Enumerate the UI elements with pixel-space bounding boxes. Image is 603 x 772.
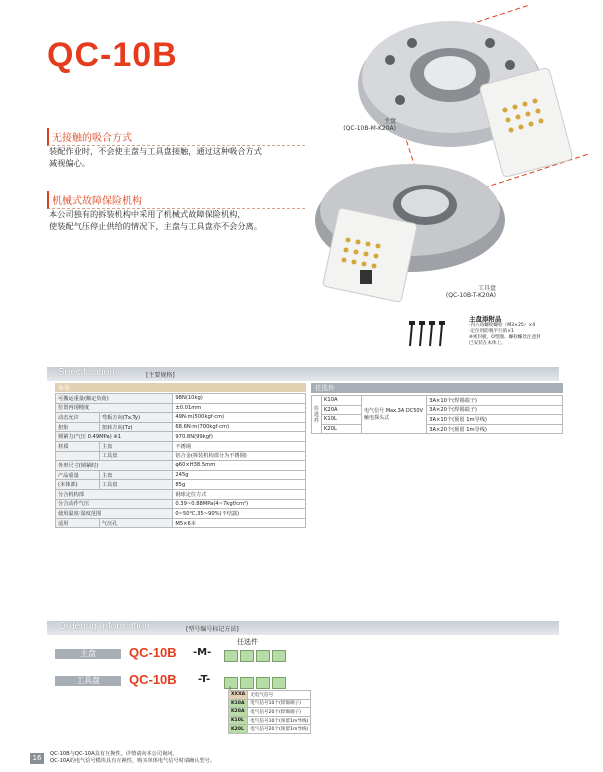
order-master-code-boxes <box>224 647 288 666</box>
order-code-table <box>228 690 311 734</box>
spec-value: 85g <box>173 480 306 490</box>
feature-body-contactless-2: 减视偏心。 <box>49 158 90 168</box>
order-code-desc: 电气信号20个(焊锡端子) <box>248 708 311 717</box>
order-code-desc: 电气信号10个(预留1m导线) <box>248 716 311 725</box>
spec-label <box>56 451 100 461</box>
spec-value: 98N(10kg) <box>173 394 306 404</box>
specifications-title: Specifications <box>58 367 120 378</box>
spec-label: 动态允许 <box>56 413 100 423</box>
option-desc: 3A×20个(焊锡端子) <box>427 405 563 415</box>
page-number: 16 <box>30 753 44 764</box>
table-row <box>56 422 306 432</box>
page-title: QC-10B <box>47 36 178 74</box>
tool-model: (QC-10B-T-K20A) <box>445 292 496 299</box>
table-row <box>56 403 306 413</box>
specifications-tag: [主要规格] <box>146 372 175 379</box>
spec-sublabel: 工具盘 <box>99 480 172 490</box>
spec-value: 铝合金(拆装机构部分为不锈钢) <box>173 451 306 461</box>
table-row <box>312 415 563 425</box>
spec-value: 0~50℃,35~90%(不结露) <box>173 509 306 519</box>
options-table <box>311 395 563 434</box>
spec-label: 使用温度·湿度范围 <box>56 509 173 519</box>
table-row <box>56 509 306 519</box>
order-code: K10A <box>229 699 248 708</box>
feature-body-failsafe: 本公司独有的拆装机构中采用了机械式故障保险机构， <box>49 209 246 219</box>
spec-sublabel: 主盘 <box>99 441 172 451</box>
spec-sublabel: 主盘 <box>99 470 172 480</box>
spec-label: 产品重量 <box>56 470 100 480</box>
order-tool-suffix: -T- <box>198 674 211 685</box>
table-row <box>312 405 563 415</box>
options-side-label: 任选件 <box>312 396 322 434</box>
ordering-tag: [型号编号标记方法] <box>186 626 239 633</box>
spec-value: 245g <box>173 470 306 480</box>
ordering-title: Ordering Information <box>58 621 150 632</box>
accessory-line-1: ·内六角螺栓螺栓（M3×25）×4 <box>469 323 536 328</box>
order-code: XXXA <box>229 691 248 700</box>
order-master-suffix: -M- <box>193 647 212 658</box>
option-desc: 3A×10个(预留 1m导线) <box>427 415 563 425</box>
table-row <box>229 725 311 734</box>
spec-label: 分合机构部 <box>56 489 173 499</box>
spec-label: 外形尺寸(锁紧时) <box>56 461 173 471</box>
option-group: 电气信号 Max.3A DC50V 触电探头式 <box>362 396 427 434</box>
table-row <box>229 699 311 708</box>
spec-label: 适用 <box>56 518 100 528</box>
spec-value: φ60×H38.5mm <box>173 461 306 471</box>
order-code: K10L <box>229 716 248 725</box>
feature-heading-failsafe: 机械式故障保险机构 <box>47 191 305 209</box>
spec-value: 68.6N·m(700kgf·cm) <box>173 422 306 432</box>
spec-sublabel: 气压孔 <box>99 518 172 528</box>
table-row <box>56 489 306 499</box>
table-row <box>229 716 311 725</box>
option-code: K10L <box>322 415 362 425</box>
table-row <box>56 432 306 442</box>
accessory-title: 主盘添附品 <box>469 315 502 323</box>
spec-label: 锁紧力(气压 0.49MPa) ※1 <box>56 432 173 442</box>
order-tool-model: QC-10B <box>129 672 177 687</box>
spec-label: 位置再现精度 <box>56 403 173 413</box>
spec-value: 49N·m(500kgf·cm) <box>173 413 306 423</box>
option-code: K20L <box>322 424 362 434</box>
accessory-line-3: ※密封板、O型圈、螺栓螺丝注意封 <box>469 335 541 340</box>
option-code: K20A <box>322 405 362 415</box>
table-row <box>56 413 306 423</box>
spec-value: ±0.01mm <box>173 403 306 413</box>
tool-caption: 工具盘 <box>477 285 496 292</box>
footer-note-1: QC-10B与QC-10A具有互换性。详情请向本公司询问。 <box>50 751 178 757</box>
option-code: K10A <box>322 396 362 406</box>
spec-label: (本体部) <box>56 480 100 490</box>
master-caption: 主盘 <box>383 118 396 125</box>
master-model: (QC-10B-M-K20A) <box>343 125 396 132</box>
option-desc: 3A×10个(焊锡端子) <box>427 396 563 406</box>
order-master-label: 主盘 <box>55 649 121 659</box>
spec-value: 钢球定位方式 <box>173 489 306 499</box>
spec-value: 0.39~0.88MPa(4~7kgf/cm²) <box>173 499 306 509</box>
order-option-label: 任选件 <box>237 638 258 646</box>
table-row <box>56 518 306 528</box>
footer-note-2: QC-10A的电气信号模块具有互换性，购买单体电气信号时请确认型号。 <box>50 758 215 764</box>
order-tool-label: 工具盘 <box>55 676 121 686</box>
accessory-line-2: ·定位用防脱平行销×1 <box>469 329 514 334</box>
table-row <box>229 708 311 717</box>
feature-body-contactless: 装配作业时，不会使主盘与工具盘接触，通过这种吸合方式 <box>49 146 262 156</box>
table-row <box>312 396 563 406</box>
order-code-desc: 电气信号10个(焊锡端子) <box>248 699 311 708</box>
specifications-bar <box>47 367 559 381</box>
accessory-line-4: 已安装在本体上。 <box>469 341 506 346</box>
table-row <box>56 441 306 451</box>
spec-value: M5×6本 <box>173 518 306 528</box>
table-row <box>56 451 306 461</box>
spec-sublabel: 工具盘 <box>99 451 172 461</box>
spec-label: 可搬运重量(额定负荷) <box>56 394 173 404</box>
order-master-model: QC-10B <box>129 645 177 660</box>
product-photo <box>300 5 590 325</box>
options-header: 任选件 <box>311 383 563 393</box>
spec-value: 不锈钢 <box>173 441 306 451</box>
table-row <box>56 499 306 509</box>
table-row <box>312 424 563 434</box>
spec-header: 本体 <box>55 383 306 392</box>
order-code: K20A <box>229 708 248 717</box>
spec-label: 分合动作气压 <box>56 499 173 509</box>
order-code-desc: 无电气信号 <box>248 691 311 700</box>
feature-body-failsafe-2: 使装配气压停止供给的情况下，主盘与工具盘亦不会分离。 <box>49 221 262 231</box>
table-row <box>56 480 306 490</box>
spec-sublabel: 弯板方向(Tx,Ty) <box>99 413 172 423</box>
bolts-photo <box>398 318 468 350</box>
table-row <box>229 691 311 700</box>
spec-label: 扭矩 <box>56 422 100 432</box>
spec-sublabel: 扭转方向(Tz) <box>99 422 172 432</box>
spec-label: 材质 <box>56 441 100 451</box>
spec-table <box>55 393 306 528</box>
option-desc: 3A×20个(预留 1m导线) <box>427 424 563 434</box>
order-code: K20L <box>229 725 248 734</box>
table-row <box>56 470 306 480</box>
spec-value: 970.8N(99kgf) <box>173 432 306 442</box>
table-row <box>56 394 306 404</box>
table-row <box>56 461 306 471</box>
order-code-desc: 电气信号20个(预留1m导线) <box>248 725 311 734</box>
feature-heading-contactless: 无接触的吸合方式 <box>47 128 305 146</box>
